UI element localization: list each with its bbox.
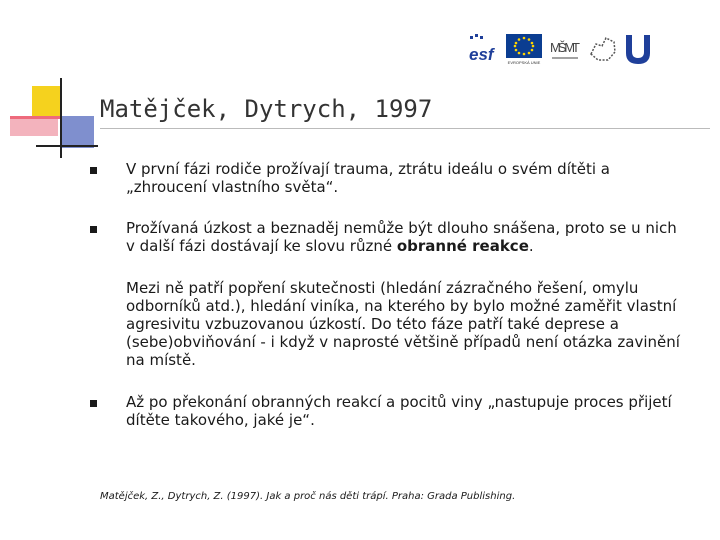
eu-flag-logo (506, 32, 542, 66)
bullet-item (90, 219, 690, 255)
bullet-item (90, 393, 690, 429)
slide-title: Matějček, Dytrych, 1997 (100, 95, 433, 123)
eu-logo-caption: EVROPSKÁ UNIE (507, 60, 541, 65)
bullet-text: Prožívaná úzkost a beznaděj nemůže být dlouho snášena, proto se u nich v další fázi dostávají ke slovu různé (126, 219, 677, 255)
sub-paragraph: Mezi ně patří popření skutečnosti (hledání zázračného řešení, omylu odborníků atd.), hledání viníka, na kterého by bylo možné zaměřit vlastní agresivitu vzbuzovanou úzkostí. Do této fáze patří také deprese a (sebe)obviňování - i když v naprosté většině případů není otázka zavinění na místě. (126, 279, 680, 369)
square-bullet-icon (90, 167, 97, 174)
msmt-logo (548, 32, 582, 66)
decor-red-square (10, 116, 58, 136)
esf-logo-text: esf (469, 45, 494, 64)
esf-logo (468, 32, 504, 66)
logo-strip (468, 32, 654, 66)
bullet-item (90, 160, 690, 196)
university-logo (624, 32, 652, 66)
decor-horizontal-line (36, 145, 98, 147)
square-bullet-icon (90, 226, 97, 233)
decor-blue-square (62, 116, 94, 148)
slide-body (90, 160, 690, 429)
bullet-bold-term: obranné reakce (396, 237, 529, 255)
decor-yellow-square (32, 86, 62, 116)
bullet-text-end: . (528, 237, 534, 255)
bullet-text: V první fázi rodiče prožívají trauma, ztrátu ideálu o svém dítěti a „zhroucení vlastního světa“. (126, 160, 610, 196)
bullet-text: Až po překonání obranných reakcí a pocitů viny „nastupuje proces přijetí dítěte takového, jaké je“. (126, 393, 672, 429)
region-map-logo (588, 32, 618, 66)
citation: Matějček, Z., Dytrych, Z. (1997). Jak a proč nás děti trápí. Praha: Grada Publishing. (100, 491, 516, 502)
title-underline (100, 128, 710, 129)
msmt-logo-text: MŠ MT (550, 40, 580, 55)
square-bullet-icon (90, 400, 97, 407)
